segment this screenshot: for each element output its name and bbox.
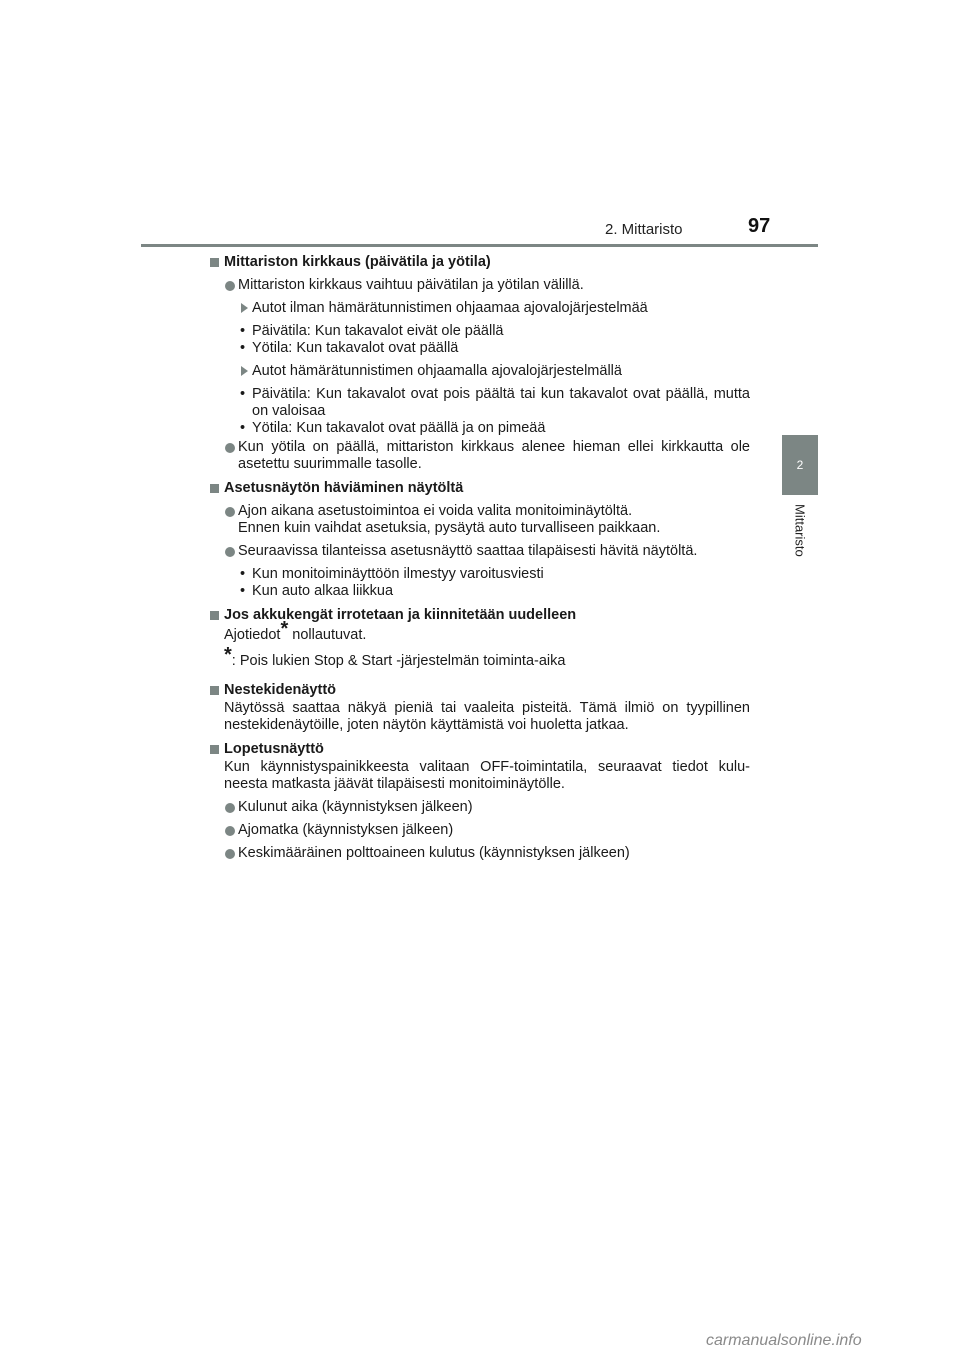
sub-bullet-icon: •: [240, 323, 246, 339]
sub-list-item: • Päivätila: Kun takavalot eivät ole päällä: [240, 323, 504, 339]
sub-bullet-icon: •: [240, 420, 246, 436]
circle-bullet-icon: [225, 547, 235, 557]
list-item: Mittariston kirkkaus vaihtuu päivätilan ja yötilan välillä.: [210, 277, 750, 294]
sub-list-item: • Yötila: Kun takavalot ovat päällä ja on pimeää: [240, 420, 546, 436]
sub-list-item: • Kun auto alkaa liikkua: [240, 583, 394, 599]
sub-list-item: • Yötila: Kun takavalot ovat päällä: [240, 340, 459, 356]
footnote: *: Pois lukien Stop & Start -järjestelmän toiminta-aika: [224, 644, 566, 669]
running-header-section: 2. Mittaristo: [605, 221, 683, 238]
section-text: Näytössä saattaa näkyä pieniä tai vaaleita pisteitä. Tämä ilmiö on tyypillinen nestekidenäytöille, joten näytön käyttämistä voi huoletta jatkaa.: [224, 700, 750, 733]
list-item: Ajon aikana asetustoimintoa ei voida valita monitoiminäytöltä. Ennen kuin vaihdat asetuksia, pysäytä auto turvalliseen paikkaan.: [210, 503, 750, 537]
sub-list-item: • Päivätila: Kun takavalot ovat pois päältä tai kun takavalot ovat päällä, mutta on valoisaa: [240, 386, 750, 419]
section-heading: Lopetusnäyttö: [210, 741, 750, 758]
list-item: Kun yötila on päällä, mittariston kirkkaus alenee hieman ellei kirkkautta ole asetettu suurimmalle tasolle.: [210, 439, 750, 473]
circle-bullet-icon: [225, 507, 235, 517]
chapter-tab-number: 2: [782, 435, 818, 495]
sub-list-item: • Kun monitoiminäyttöön ilmestyy varoitusviesti: [240, 566, 544, 582]
triangle-arrow-icon: [241, 303, 248, 313]
section-text: Ajotiedot* nollautuvat.: [224, 618, 367, 643]
circle-bullet-icon: [225, 443, 235, 453]
watermark: carmanualsonline.info: [706, 1332, 862, 1349]
footnote-marker: *: [224, 644, 232, 666]
chapter-tab-label: Mittaristo: [792, 504, 808, 557]
condition-heading: Autot ilman hämärätunnistimen ohjaamaa ajovalojärjestelmää: [210, 300, 750, 317]
section-heading: Jos akkukengät irrotetaan ja kiinnitetään uudelleen: [210, 607, 750, 624]
condition-heading: Autot hämärätunnistimen ohjaamalla ajovalojärjestelmällä: [210, 363, 750, 380]
sub-bullet-icon: •: [240, 566, 246, 582]
page-content: [210, 254, 750, 862]
sub-bullet-icon: •: [240, 340, 246, 356]
section-text: Kun käynnistyspainikkeesta valitaan OFF-toimintatila, seuraavat tiedot kulu- neesta matkasta jäävät tilapäisesti monitoiminäytölle.: [224, 759, 750, 792]
square-bullet-icon: [210, 745, 219, 754]
square-bullet-icon: [210, 686, 219, 695]
square-bullet-icon: [210, 611, 219, 620]
header-divider: [141, 244, 818, 247]
square-bullet-icon: [210, 484, 219, 493]
sub-bullet-icon: •: [240, 583, 246, 599]
list-item: Ajomatka (käynnistyksen jälkeen): [210, 822, 750, 839]
sub-bullet-icon: •: [240, 386, 246, 402]
circle-bullet-icon: [225, 281, 235, 291]
section-heading: Asetusnäytön häviäminen näytöltä: [210, 480, 750, 497]
list-item: Keskimääräinen polttoaineen kulutus (käynnistyksen jälkeen): [210, 845, 750, 862]
list-item: Kulunut aika (käynnistyksen jälkeen): [210, 799, 750, 816]
circle-bullet-icon: [225, 826, 235, 836]
section-heading: Mittariston kirkkaus (päivätila ja yötila): [210, 254, 750, 271]
square-bullet-icon: [210, 258, 219, 267]
circle-bullet-icon: [225, 849, 235, 859]
triangle-arrow-icon: [241, 366, 248, 376]
section-heading: Nestekidenäyttö: [210, 682, 750, 699]
list-item: Seuraavissa tilanteissa asetusnäyttö saattaa tilapäisesti hävitä näytöltä.: [210, 543, 750, 560]
page-number: 97: [748, 215, 771, 237]
circle-bullet-icon: [225, 803, 235, 813]
footnote-marker: *: [280, 618, 289, 640]
